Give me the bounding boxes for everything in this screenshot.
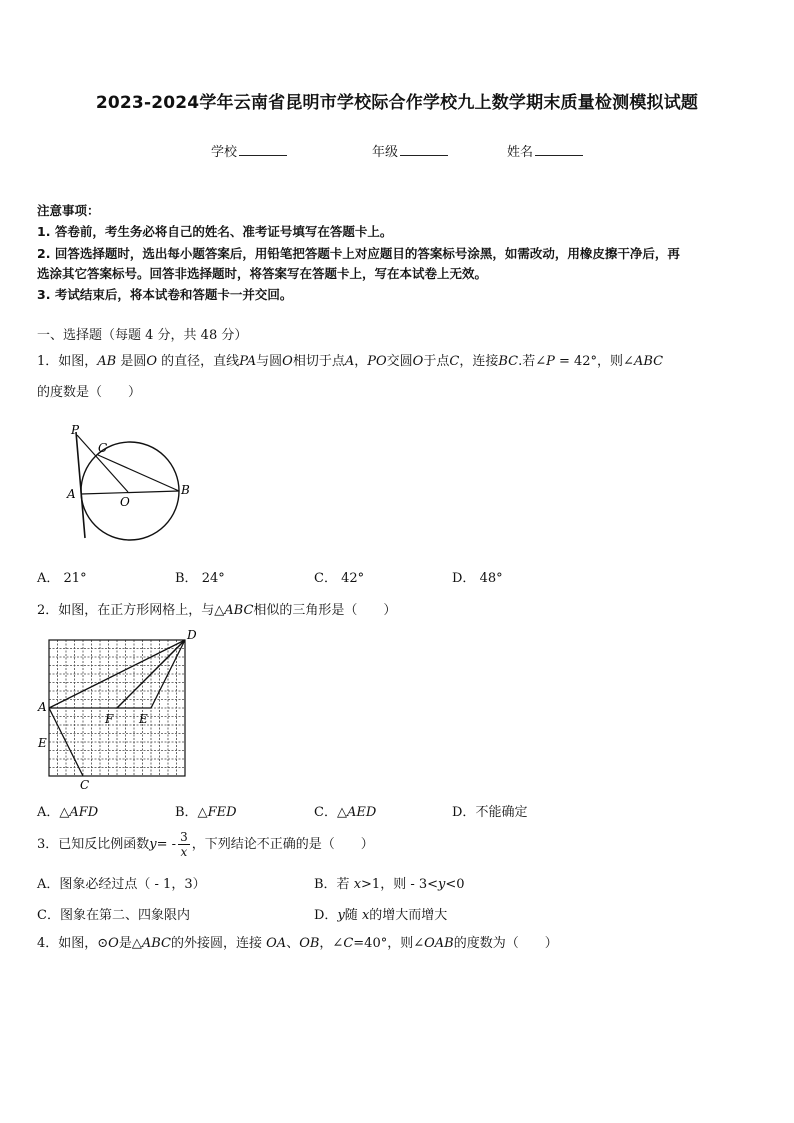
question-2-stem: 2．如图，在正方形网格上，与△ABC相似的三角形是（ ） xyxy=(37,603,397,618)
label-c: C xyxy=(80,778,90,792)
q2-option-a[interactable]: A．△AFD xyxy=(37,805,99,820)
notice-num: 2. xyxy=(37,246,51,261)
section-heading: 一、选择题（每题 4 分，共 48 分） xyxy=(37,328,248,343)
q1-option-d[interactable]: D． 48° xyxy=(452,571,503,586)
notice-num: 3. xyxy=(37,287,51,302)
notice-item-3 xyxy=(37,286,292,304)
grade-blank[interactable] xyxy=(400,142,448,156)
grade-label: 年级 xyxy=(372,145,399,160)
label-f: F xyxy=(105,712,114,726)
grade-field[interactable] xyxy=(372,141,448,160)
label-b: B xyxy=(181,483,190,497)
name-blank[interactable] xyxy=(535,142,583,156)
question-1-stem-cont: 的度数是（ ） xyxy=(37,385,142,400)
q2-option-d[interactable]: D．不能确定 xyxy=(452,805,528,820)
q3-option-b[interactable]: B．若 x>1，则 - 3<y<0 xyxy=(314,877,465,892)
q2-option-c[interactable]: C．△AED xyxy=(314,805,377,820)
tangent-line-pa xyxy=(76,432,85,538)
question-1-stem: 1．如图，AB 是圆O 的直径，直线PA与圆O相切于点A，PO交圆O于点C，连接BC.若∠P = 42°，则∠ABC xyxy=(37,354,664,369)
question-3-stem: 3．已知反比例函数y= - $\frac{3}{x}$ ，下列结论不正确的是（ ） xyxy=(37,830,374,859)
label-p: P xyxy=(71,423,80,437)
notice-item-2 xyxy=(37,245,680,263)
question-1-figure xyxy=(60,418,200,543)
q3-option-c[interactable]: C．图象在第二、四象限内 xyxy=(37,908,190,923)
notice-heading: 注意事项： xyxy=(37,203,100,218)
notice-item-1 xyxy=(37,223,392,241)
notice-text: 答卷前，考生务必将自己的姓名、准考证号填写在答题卡上。 xyxy=(54,224,393,239)
student-info-row xyxy=(0,141,794,161)
notice-text: 选涂其它答案标号。回答非选择题时，将答案写在答题卡上，写在本试卷上无效。 xyxy=(37,266,488,281)
q3-option-a[interactable]: A．图象必经过点（ - 1，3） xyxy=(37,877,206,892)
q1-option-b[interactable]: B． 24° xyxy=(175,571,225,586)
name-field[interactable] xyxy=(507,141,583,160)
label-d: D xyxy=(187,628,197,642)
diameter-ab xyxy=(81,491,179,494)
q2-option-b[interactable]: B．△FED xyxy=(175,805,237,820)
label-o: O xyxy=(120,495,130,509)
school-blank[interactable] xyxy=(239,142,287,156)
label-e-left: E xyxy=(38,736,47,750)
name-label: 姓名 xyxy=(507,145,534,160)
q3-option-d[interactable]: D．y随 x的增大而增大 xyxy=(314,908,448,923)
q1-option-a[interactable]: A． 21° xyxy=(37,571,87,586)
q1-option-c[interactable]: C． 42° xyxy=(314,571,365,586)
label-c: C xyxy=(98,441,108,455)
notice-text: 回答选择题时，选出每小题答案后，用铅笔把答题卡上对应题目的答案标号涂黑，如需改动，用橡皮擦干净后，再 xyxy=(54,246,680,261)
label-a: A xyxy=(67,487,76,501)
notice-text: 考试结束后，将本试卷和答题卡一并交回。 xyxy=(54,287,293,302)
label-e: E xyxy=(139,712,148,726)
question-4-stem: 4．如图，⊙O是△ABC的外接圆，连接 OA、OB，∠C=40°，则∠OAB的度数为（ ） xyxy=(37,936,558,951)
fraction: $\frac{3}{x}$ xyxy=(180,830,188,859)
segment-bc xyxy=(98,455,179,491)
page-title: 2023-2024学年云南省昆明市学校际合作学校九上数学期末质量检测模拟试题 xyxy=(95,93,699,113)
notice-num: 1. xyxy=(37,224,51,239)
school-label: 学校 xyxy=(211,145,238,160)
label-a: A xyxy=(38,700,47,714)
notice-item-2-cont xyxy=(37,265,487,283)
school-field[interactable] xyxy=(211,141,287,160)
question-2-grid-figure xyxy=(36,627,206,792)
